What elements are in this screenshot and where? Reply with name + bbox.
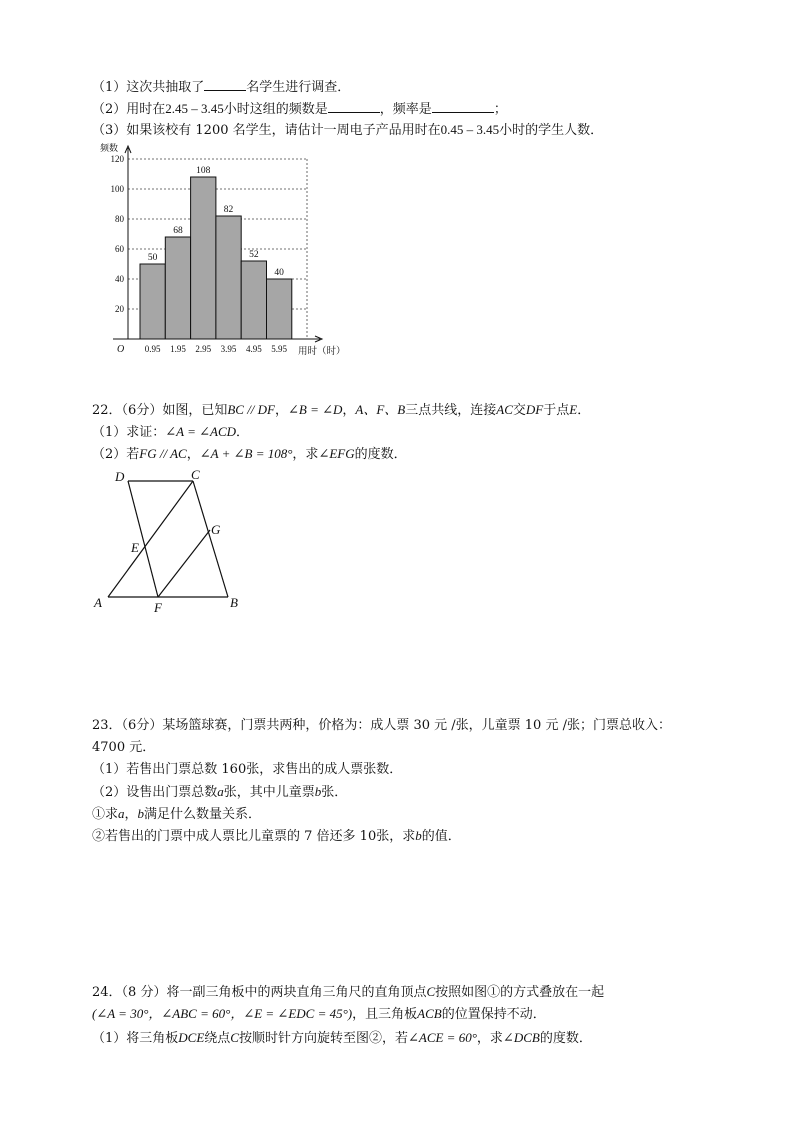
q22-part1: （1）求证：∠A = ∠ACD． (92, 424, 250, 440)
histogram-bar (241, 261, 266, 339)
q23-sub1: ①求a，b满足什么数量关系． (92, 806, 262, 822)
y-tick-label: 40 (115, 274, 124, 284)
bar-value-label: 50 (147, 253, 158, 263)
label-F: F (154, 600, 162, 615)
y-tick-label: 60 (115, 244, 124, 254)
x-axis-label: 用时（时） (298, 347, 346, 357)
answer-blank (328, 100, 380, 113)
bar-value-label: 40 (274, 268, 284, 278)
histogram-bar (165, 237, 190, 339)
bar-value-label: 108 (196, 166, 211, 176)
bar-value-label: 82 (223, 205, 234, 215)
x-tick-label: 0.95 (144, 344, 161, 354)
q22-geometry-figure (88, 466, 258, 616)
label-A: A (94, 595, 102, 610)
x-tick-label: 1.95 (170, 344, 186, 354)
segment-AC (108, 481, 193, 597)
q21-part2: （2）用时在2.45 – 3.45小时这组的频数是 ，频率是 ； (92, 101, 507, 117)
y-tick-label: 80 (115, 214, 124, 224)
y-tick-label: 100 (110, 184, 124, 194)
y-tick-label: 120 (110, 154, 124, 164)
label-E: E (131, 540, 139, 555)
histogram-bar (267, 279, 292, 339)
x-tick-label: 3.95 (220, 344, 237, 354)
q23-sub2: ②若售出的门票中成人票比儿童票的 7 倍还多 10张，求b的值． (92, 828, 461, 844)
q23-line2: 4700 元． (92, 740, 156, 755)
q22-part2: （2）若FG // AC，∠A + ∠B = 108°，求∠EFG的度数． (92, 446, 407, 462)
segment-FG (158, 530, 210, 597)
frequency-histogram (95, 142, 365, 362)
y-tick-label: 20 (115, 304, 124, 314)
q21-part3: （3）如果该校有 1200 名学生，请估计一周电子产品用时在0.45 – 3.45小时的学生人数． (92, 122, 604, 138)
label-C: C (191, 467, 200, 482)
segment-CB (193, 481, 228, 597)
answer-blank (204, 78, 246, 91)
answer-blank (432, 100, 494, 113)
q23-part2: （2）设售出门票总数a张，其中儿童票b张． (92, 784, 348, 800)
x-tick-label: 2.95 (195, 344, 212, 354)
q24-part1: （1）将三角板DCE绕点C按顺时针方向旋转至图②，若∠ACE = 60°，求∠DCB的度数． (92, 1030, 592, 1046)
x-tick-label: 4.95 (245, 344, 262, 354)
q23-part1: （1）若售出门票总数 160张，求售出的成人票张数． (92, 762, 403, 777)
histogram-bar (216, 216, 241, 339)
x-tick-label: 5.95 (271, 344, 288, 354)
histogram-bar (191, 177, 216, 339)
q23-line1: 23．（6分）某场篮球赛，门票共两种，价格为：成人票 30 元 /张，儿童票 10 元 /张；门票总收入： (92, 718, 671, 733)
q22-title: 22．（6分）如图，已知BC // DF，∠B = ∠D，A、F、B三点共线，连接AC交DF于点E． (92, 402, 591, 418)
label-D: D (115, 469, 125, 484)
segment-DF (128, 481, 158, 597)
histogram-bar (140, 264, 165, 339)
label-B: B (230, 595, 238, 610)
label-G: G (211, 522, 221, 537)
q24-line1: 24．（8 分）将一副三角板中的两块直角三角尺的直角顶点C按照如图①的方式叠放在一起 (92, 984, 605, 1000)
bar-value-label: 52 (249, 250, 259, 260)
y-axis-label: 频数 (100, 143, 119, 153)
q21-part1: （1）这次共抽取了 名学生进行调查． (92, 80, 351, 95)
origin-label: O (117, 344, 125, 355)
bar-value-label: 68 (173, 226, 183, 236)
q24-line2: (∠A = 30°，∠ABC = 60°，∠E = ∠EDC = 45°)，且三角板ACB的位置保持不动． (92, 1006, 546, 1022)
